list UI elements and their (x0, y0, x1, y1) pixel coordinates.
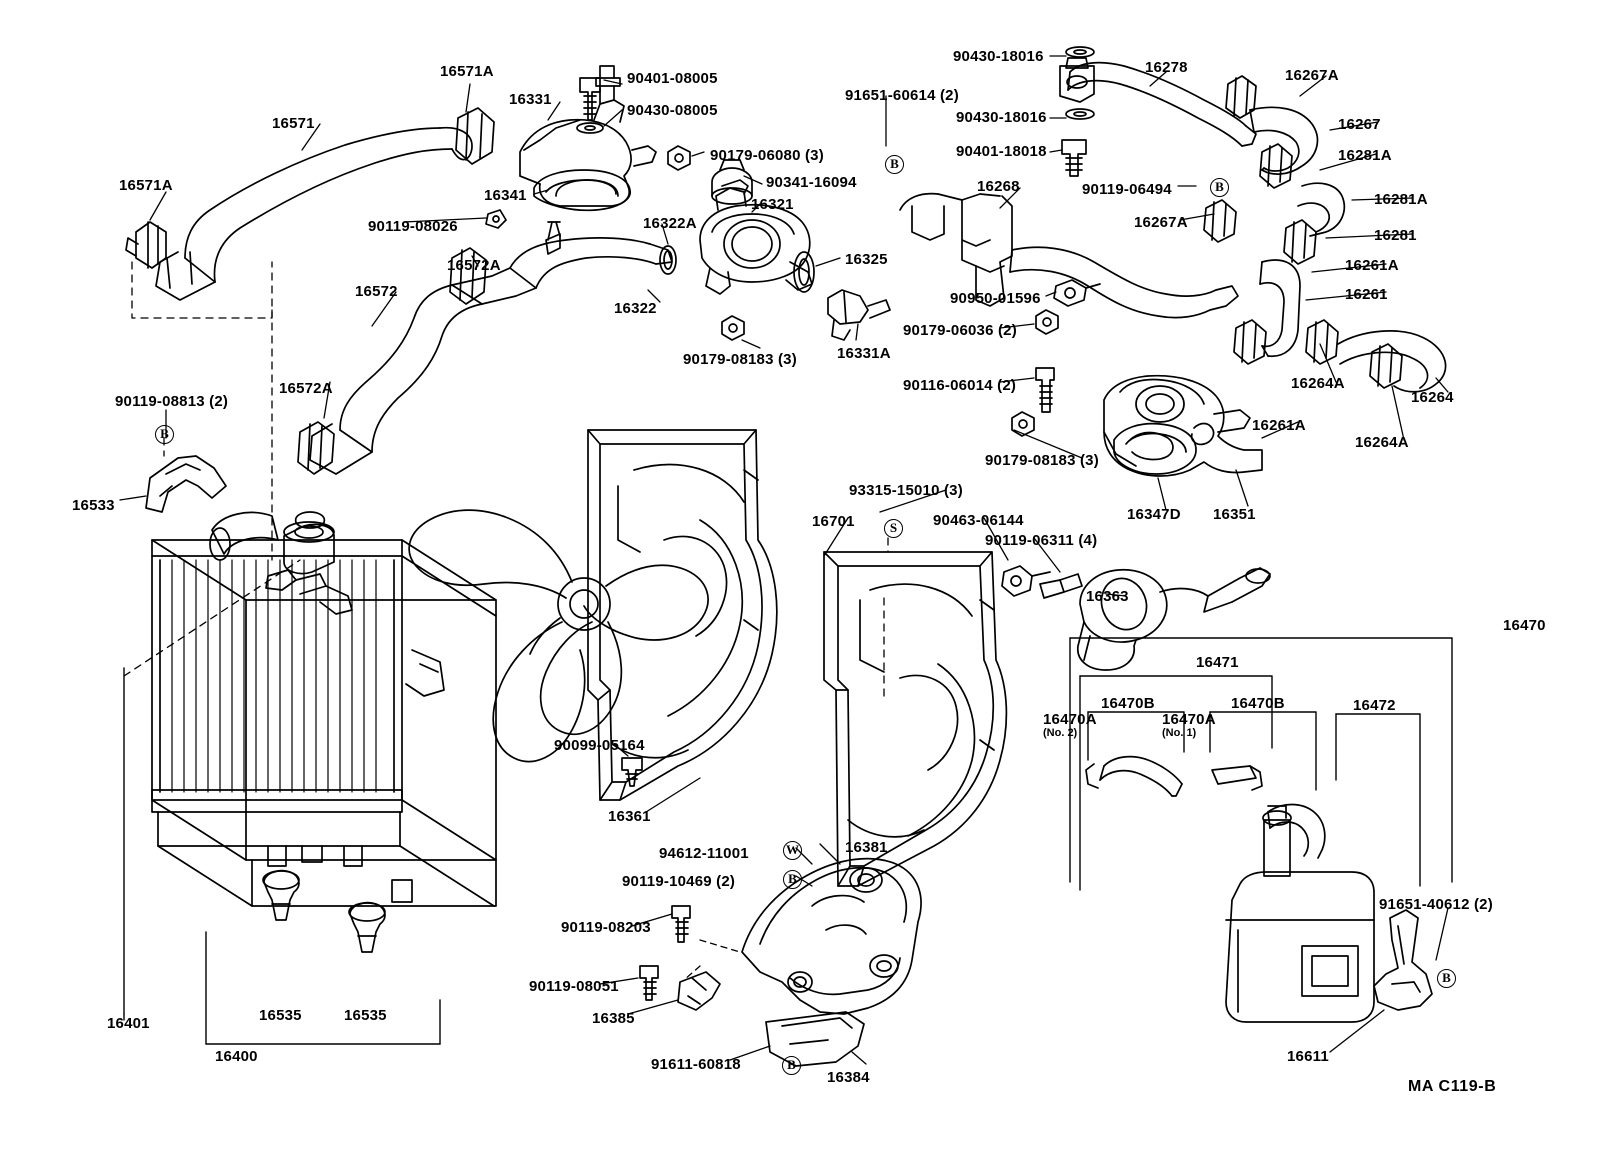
label-16472: 16472 (1353, 697, 1396, 714)
clamp-16281-right (1284, 220, 1316, 264)
label-90116-06014: 90116-06014 (2) (903, 377, 1017, 394)
label-16470B-b: 16470B (1231, 695, 1285, 712)
label-90119-08813: 90119-08813 (2) (115, 393, 229, 410)
clamp-16571A-top (456, 108, 494, 164)
label-16385: 16385 (592, 1010, 635, 1027)
label-16571: 16571 (272, 115, 315, 132)
label-16261: 16261 (1345, 286, 1388, 303)
label-16322A: 16322A (643, 215, 697, 232)
label-16470A-no1-sub: (No. 1) (1162, 726, 1197, 739)
label-90099-05164: 90099-05164 (554, 737, 645, 754)
label-16572A-top: 16572A (447, 257, 501, 274)
mark-b-91651-40612: B (1437, 969, 1456, 988)
label-16470A-no1 (1162, 712, 1216, 739)
nut-90179-08183-b (1012, 412, 1034, 436)
label-16351: 16351 (1213, 506, 1256, 523)
label-16701: 16701 (812, 513, 855, 530)
clamp-16261A-b (1234, 320, 1266, 364)
cooling-fan-16361 (409, 510, 708, 761)
label-90179-06080: 90179-06080 (3) (710, 147, 824, 164)
bracket-16611 (1374, 910, 1432, 1010)
bolt-90119-08051 (640, 966, 658, 1000)
water-pump-housing-16351 (1104, 376, 1262, 476)
label-90950-01596: 90950-01596 (950, 290, 1041, 307)
label-16470B-a: 16470B (1101, 695, 1155, 712)
mark-b-90119-10469: B (783, 870, 802, 889)
label-91651-60614: 91651-60614 (2) (845, 87, 959, 104)
bolt-90119-08203 (672, 906, 690, 942)
label-93315-15010: 93315-15010 (3) (849, 482, 963, 499)
label-16470A-no2 (1043, 712, 1097, 739)
label-16331A: 16331A (837, 345, 891, 362)
label-90119-08026: 90119-08026 (368, 218, 458, 235)
clamp-16267A-mid (1204, 200, 1236, 242)
mark-w-94612-11001: W (783, 841, 802, 860)
clip-90950-01596 (1054, 280, 1100, 306)
screw-90119-06311 (1040, 574, 1082, 598)
bolt-90401-18018 (1062, 140, 1086, 176)
mark-b-91611-60818: B (782, 1056, 801, 1075)
label-16470: 16470 (1503, 617, 1546, 634)
clamp-16267A-top (1226, 76, 1256, 118)
label-16267A-mid: 16267A (1134, 214, 1188, 231)
label-90179-08183-a: 90179-08183 (3) (683, 351, 797, 368)
bracket-16385 (678, 972, 720, 1010)
label-16611: 16611 (1287, 1048, 1329, 1065)
reservoir-hose-16470A-no1 (1212, 766, 1262, 790)
label-90119-10469: 90119-10469 (2) (622, 873, 736, 890)
label-90119-08051: 90119-08051 (529, 978, 619, 995)
bracket-16533 (146, 456, 226, 512)
o-ring-16322A (660, 246, 676, 274)
reservoir-tank-16471 (1226, 806, 1374, 1022)
nut-90179-06080 (668, 146, 690, 170)
label-16264A-b: 16264A (1355, 434, 1409, 451)
water-temp-sender-16331A (828, 290, 890, 340)
label-90119-08203: 90119-08203 (561, 919, 651, 936)
label-16535-a: 16535 (259, 1007, 302, 1024)
label-94612-11001: 94612-11001 (659, 845, 749, 862)
label-16571A-top: 16571A (440, 63, 494, 80)
washer-90430-08005 (577, 123, 603, 133)
radiator-support-16535-a (263, 871, 299, 920)
label-90430-18016-b: 90430-18016 (956, 109, 1047, 126)
label-16264: 16264 (1411, 389, 1454, 406)
label-16470A-no2-sub: (No. 2) (1043, 726, 1078, 739)
label-90401-08005: 90401-08005 (627, 70, 718, 87)
label-16341: 16341 (484, 187, 527, 204)
label-16401: 16401 (107, 1015, 150, 1032)
fan-bracket-16381 (742, 859, 921, 1014)
mark-b-90119-06494: B (1210, 178, 1229, 197)
label-16331: 16331 (509, 91, 552, 108)
label-16281A-b: 16281A (1374, 191, 1428, 208)
clamp-16281A-a (1260, 144, 1292, 188)
washer-90430-18016-a (1066, 47, 1094, 57)
lower-radiator-hose-16572 (310, 268, 536, 474)
water-outlet-16331 (520, 66, 656, 206)
clamp-16572A-lower (298, 422, 334, 474)
label-16261A-b: 16261A (1252, 417, 1306, 434)
label-90119-06311: 90119-06311 (4) (985, 532, 1098, 549)
label-90341-16094: 90341-16094 (766, 174, 857, 191)
fan-motor-16363 (1078, 568, 1270, 670)
label-16268: 16268 (977, 178, 1020, 195)
label-16278: 16278 (1145, 59, 1188, 76)
label-90179-06036: 90179-06036 (2) (903, 322, 1017, 339)
label-90179-08183-b: 90179-08183 (3) (985, 452, 1099, 469)
clamp-16264A-b (1370, 344, 1402, 388)
nut-90179-08183-a (722, 316, 744, 340)
gasket-16325 (794, 252, 814, 292)
gasket-16347D (1114, 424, 1196, 474)
water-bypass-hose-16267A-mid (1010, 247, 1238, 317)
label-16361: 16361 (608, 808, 651, 825)
reservoir-hose-16470A-no2 (1086, 757, 1182, 796)
label-90430-08005: 90430-08005 (627, 102, 718, 119)
diagram-code: MA C119-B (1408, 1078, 1497, 1095)
reservoir-hose-16470B (1268, 805, 1325, 859)
label-90463-06144: 90463-06144 (933, 512, 1024, 529)
nut-90179-06036 (1036, 310, 1058, 334)
label-16321: 16321 (751, 196, 794, 213)
label-16381: 16381 (845, 839, 888, 856)
bracket-16384 (766, 1012, 864, 1066)
mark-b-90119-08813: B (155, 425, 174, 444)
label-16572: 16572 (355, 283, 398, 300)
label-16261A-a: 16261A (1345, 257, 1399, 274)
mark-s-93315-15010: S (884, 519, 903, 538)
washer-90119-08026 (486, 210, 506, 228)
label-16347D: 16347D (1127, 506, 1181, 523)
label-91651-40612: 91651-40612 (2) (1379, 896, 1493, 913)
washer-90430-18016-b (1066, 109, 1094, 119)
label-16322: 16322 (614, 300, 657, 317)
fan-shroud-16701 (824, 552, 1006, 886)
label-16325: 16325 (845, 251, 888, 268)
label-16533: 16533 (72, 497, 115, 514)
label-90430-18016-a: 90430-18016 (953, 48, 1044, 65)
upper-radiator-hose-16571 (156, 128, 472, 300)
water-hose-16267 (1250, 107, 1317, 174)
radiator-assembly-16400 (152, 512, 496, 906)
radiator-support-16535-b (349, 903, 385, 952)
label-16281A-a: 16281A (1338, 147, 1392, 164)
label-16267A-top: 16267A (1285, 67, 1339, 84)
label-16264A-a: 16264A (1291, 375, 1345, 392)
label-16384: 16384 (827, 1069, 870, 1086)
label-16400: 16400 (215, 1048, 258, 1065)
label-90119-06494: 90119-06494 (1082, 181, 1172, 198)
mark-b-91651-60614: B (885, 155, 904, 174)
label-16281: 16281 (1374, 227, 1417, 244)
label-16470A-no1-main: 16470A (1162, 711, 1216, 728)
label-16267: 16267 (1338, 116, 1381, 133)
label-16470A-no2-main: 16470A (1043, 711, 1097, 728)
label-16363: 16363 (1086, 588, 1129, 605)
label-90401-18018: 90401-18018 (956, 143, 1047, 160)
bolt-90116-06014 (1036, 368, 1054, 412)
label-16572A-bot: 16572A (279, 380, 333, 397)
label-16571A-left: 16571A (119, 177, 173, 194)
label-16471: 16471 (1196, 654, 1239, 671)
clamp-16264A-a (1306, 320, 1338, 364)
label-16535-b: 16535 (344, 1007, 387, 1024)
label-91611-60818: 91611-60818 (651, 1056, 741, 1073)
